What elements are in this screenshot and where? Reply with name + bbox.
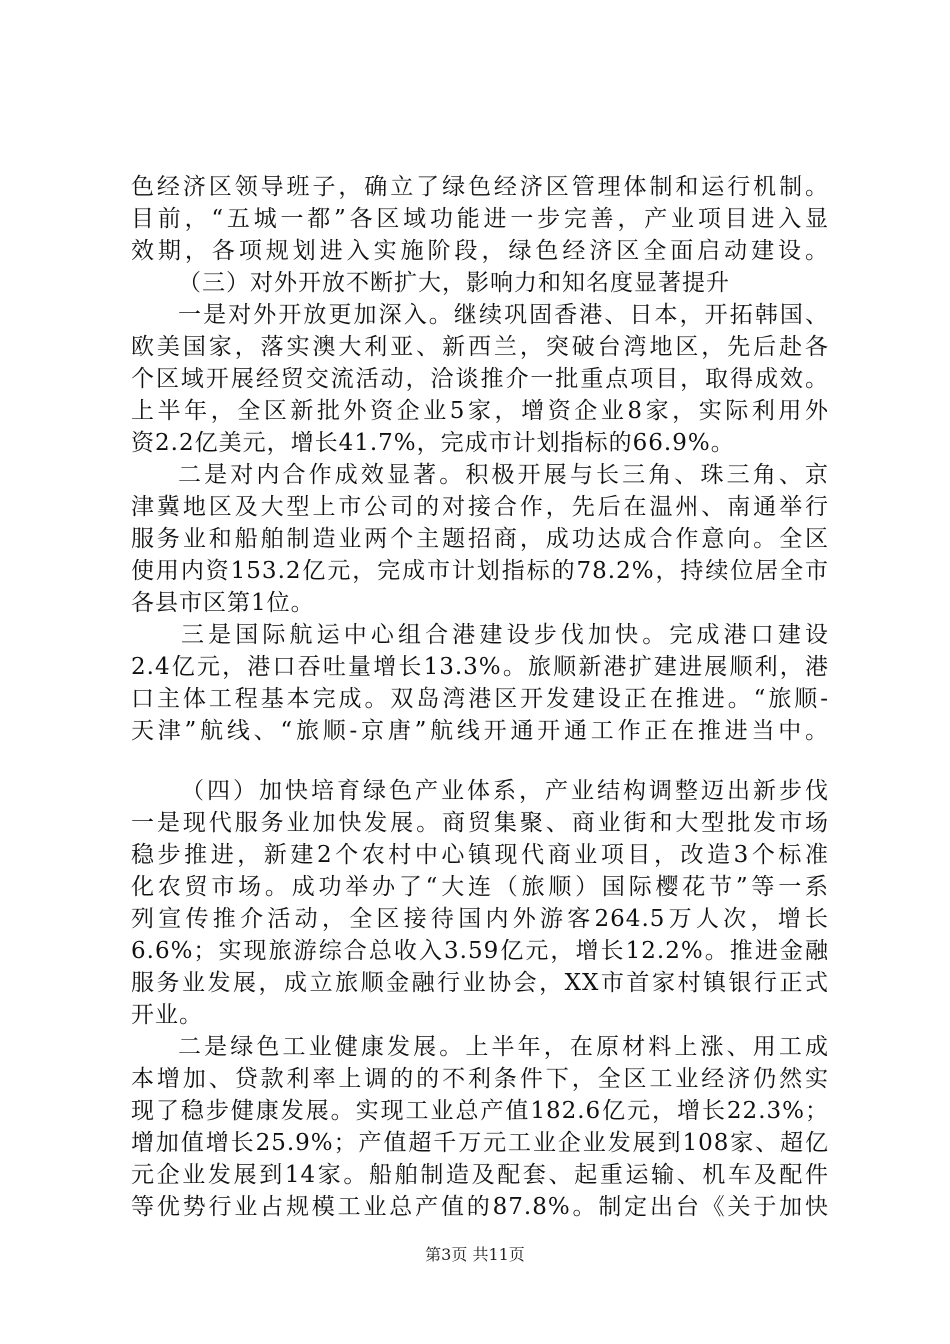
- paragraph-gap: [131, 747, 829, 775]
- text-line: 使用内资153.2亿元，完成市计划指标的78.2%，持续位居全市: [131, 558, 829, 584]
- text-line: 本增加、贷款利率上调的的不利条件下，全区工业经济仍然实: [131, 1066, 829, 1092]
- text-line: 一是对外开放更加深入。继续巩固香港、日本，开拓韩国、: [178, 302, 829, 328]
- section-heading: （三）对外开放不断扩大，影响力和知名度显著提升: [178, 270, 730, 296]
- text-line: 增加值增长25.9%；产值超千万元工业企业发展到108家、超亿: [131, 1130, 829, 1156]
- text-line: 2.4亿元，港口吞吐量增长13.3%。旅顺新港扩建进展顺利，港: [131, 654, 829, 680]
- text-line: 一是现代服务业加快发展。商贸集聚、商业街和大型批发市场: [131, 810, 829, 836]
- text-line: 服务业和船舶制造业两个主题招商，成功达成合作意向。全区: [131, 526, 829, 552]
- text-line: 津冀地区及大型上市公司的对接合作，先后在温州、南通举行: [131, 494, 829, 520]
- text-line: 天津”航线、“旅顺-京唐”航线开通开通工作正在推进当中。: [131, 718, 829, 744]
- text-line: 资2.2亿美元，增长41.7%，完成市计划指标的66.9%。: [131, 430, 735, 456]
- text-line: 口主体工程基本完成。双岛湾港区开发建设正在推进。“旅顺-: [131, 686, 829, 712]
- text-line: 元企业发展到14家。船舶制造及配套、起重运输、机车及配件: [131, 1162, 829, 1188]
- text-line: 二是对内合作成效显著。积极开展与长三角、珠三角、京: [178, 462, 829, 488]
- text-line: 效期，各项规划进入实施阶段，绿色经济区全面启动建设。: [131, 238, 829, 264]
- text-line: 二是绿色工业健康发展。上半年，在原材料上涨、用工成: [178, 1034, 829, 1060]
- text-line: 目前，“五城一都”各区域功能进一步完善，产业项目进入显: [131, 206, 829, 232]
- document-body: [131, 171, 829, 1223]
- text-line: 欧美国家，落实澳大利亚、新西兰，突破台湾地区，先后赴各: [131, 334, 829, 360]
- section-heading: （四）加快培育绿色产业体系，产业结构调整迈出新步伐: [181, 778, 829, 804]
- text-line: 现了稳步健康发展。实现工业总产值182.6亿元，增长22.3%；: [131, 1098, 829, 1124]
- text-line: 稳步推进，新建2个农村中心镇现代商业项目，改造3个标准: [131, 842, 829, 868]
- text-line: 列宣传推介活动，全区接待国内外游客264.5万人次，增长: [131, 906, 829, 932]
- text-line: 开业。: [131, 1002, 203, 1028]
- text-line: 上半年，全区新批外资企业5家，增资企业8家，实际利用外: [131, 398, 829, 424]
- text-line: 等优势行业占规模工业总产值的87.8%。制定出台《关于加快: [131, 1194, 829, 1220]
- text-line: 各县市区第1位。: [131, 590, 315, 616]
- text-line: 三是国际航运中心组合港建设步伐加快。完成港口建设: [181, 622, 829, 648]
- text-line: 色经济区领导班子，确立了绿色经济区管理体制和运行机制。: [131, 174, 829, 200]
- text-line: 化农贸市场。成功举办了“大连（旅顺）国际樱花节”等一系: [131, 874, 829, 900]
- text-line: 服务业发展，成立旅顺金融行业协会，XX市首家村镇银行正式: [131, 970, 829, 996]
- text-line: 6.6%；实现旅游综合总收入3.59亿元，增长12.2%。推进金融: [131, 938, 829, 964]
- page-number-footer: 第3页 共11页: [425, 1245, 525, 1264]
- text-line: 个区域开展经贸交流活动，洽谈推介一批重点项目，取得成效。: [131, 366, 829, 392]
